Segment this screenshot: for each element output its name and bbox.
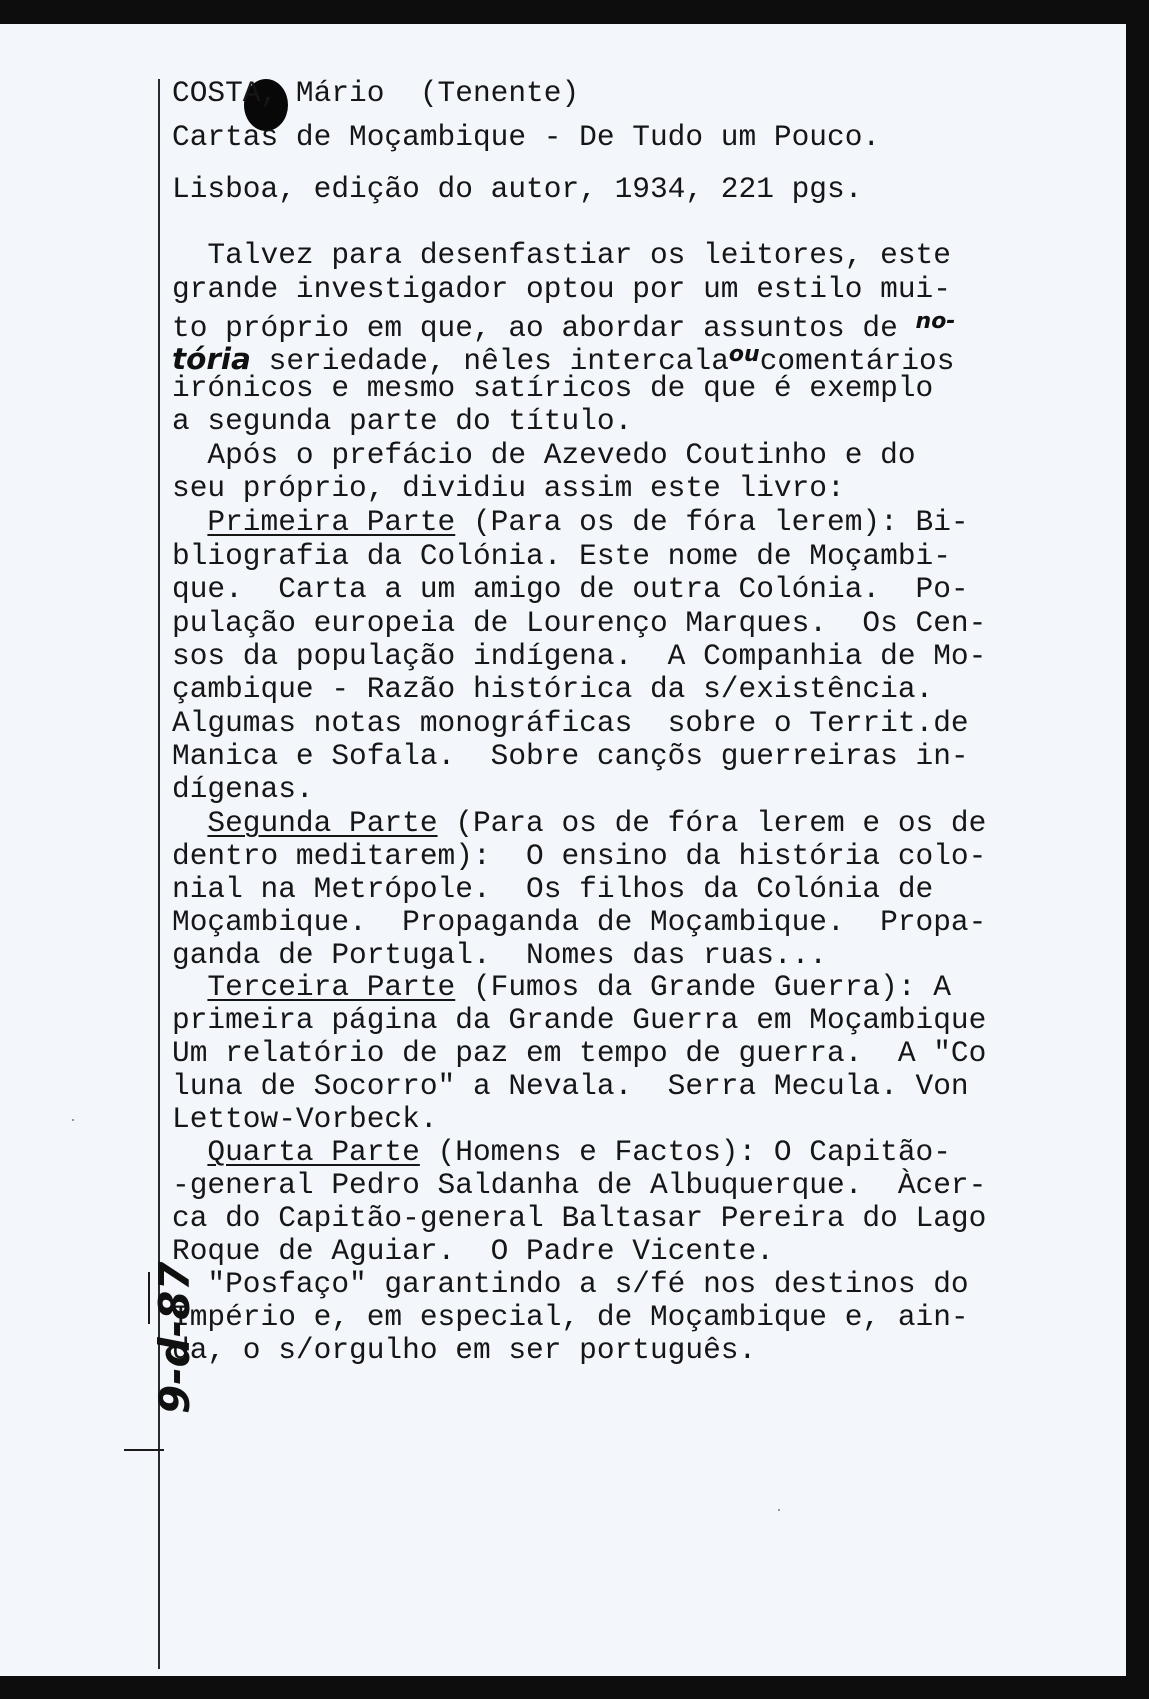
margin-tick bbox=[124, 1449, 164, 1451]
text-line: dentro meditarem): O ensino da história colo- bbox=[172, 839, 987, 873]
text-line: primeira página da Grande Guerra em Moçambique bbox=[172, 1003, 987, 1037]
text-line: to próprio em que, ao abordar assuntos de $^{no-}$ bbox=[172, 309, 956, 345]
text-line: a segunda parte do título. bbox=[172, 404, 633, 438]
text-line: ca do Capitão-general Baltasar Pereira do Lago bbox=[172, 1201, 987, 1235]
text-line: nial na Metrópole. Os filhos da Colónia de bbox=[172, 872, 934, 906]
imprint-line: Lisboa, edição do autor, 1934, 221 pgs. bbox=[172, 172, 863, 206]
text-line: sos da população indígena. A Companhia de Mo- bbox=[172, 639, 987, 673]
part-heading: Segunda Parte bbox=[207, 806, 438, 840]
text-line: çambique - Razão histórica da s/existência. bbox=[172, 672, 934, 706]
text-line: Algumas notas monográficas sobre o Territ.de bbox=[172, 706, 969, 740]
part-four-line: Quarta Parte (Homens e Factos): O Capitão- bbox=[207, 1135, 951, 1169]
text-line: que. Carta a um amigo de outra Colónia. Po- bbox=[172, 572, 969, 606]
text-line: seu próprio, dividiu assim este livro: bbox=[172, 471, 845, 505]
margin-rule bbox=[158, 79, 160, 1669]
text-line: Lettow-Vorbeck. bbox=[172, 1102, 438, 1136]
text-line: Após o prefácio de Azevedo Coutinho e do bbox=[172, 438, 916, 472]
paper-speck bbox=[72, 1119, 74, 1121]
handwritten-correction: tória bbox=[172, 342, 251, 376]
text-line: pulação europeia de Lourenço Marques. Os Cen- bbox=[172, 606, 987, 640]
part-heading: Quarta Parte bbox=[207, 1135, 420, 1169]
text-line: -general Pedro Saldanha de Albuquerque. Àcer- bbox=[172, 1168, 987, 1202]
text-line: Manica e Sofala. Sobre cançõs guerreiras in- bbox=[172, 739, 969, 773]
part-two-line: Segunda Parte (Para os de fóra lerem e os de bbox=[207, 806, 987, 840]
text-line: Roque de Aguiar. O Padre Vicente. bbox=[172, 1234, 774, 1268]
margin-tick bbox=[148, 1272, 150, 1324]
handwritten-correction: ou bbox=[728, 342, 760, 367]
handwritten-correction: no- bbox=[915, 309, 956, 334]
text-line: Talvez para desenfastiar os leitores, este bbox=[172, 238, 951, 272]
text-line: tória seriedade, nêles intercala$^{ou}$comentários bbox=[172, 342, 955, 378]
part-heading: Primeira Parte bbox=[207, 505, 456, 539]
text-line: Um relatório de paz em tempo de guerra. A "Co bbox=[172, 1036, 987, 1070]
paper-speck bbox=[778, 1509, 780, 1511]
part-three-line: Terceira Parte (Fumos da Grande Guerra): A bbox=[207, 970, 951, 1004]
handwritten-date-note: 9-d-87 bbox=[150, 1261, 199, 1414]
text-line: dígenas. bbox=[172, 772, 314, 806]
text-line: grande investigador optou por um estilo mui- bbox=[172, 272, 951, 306]
text-line: luna de Socorro" a Nevala. Serra Mecula. Von bbox=[172, 1069, 969, 1103]
text-line: ganda de Portugal. Nomes das ruas... bbox=[172, 938, 828, 972]
title-line: Cartas de Moçambique - De Tudo um Pouco. bbox=[172, 120, 881, 154]
text-line: da, o s/orgulho em ser português. bbox=[172, 1333, 757, 1367]
text-line: "Posfaço" garantindo a s/fé nos destinos do bbox=[172, 1267, 969, 1301]
text-line: Moçambique. Propaganda de Moçambique. Propa- bbox=[172, 905, 987, 939]
text-line: Império e, em especial, de Moçambique e, ain- bbox=[172, 1300, 969, 1334]
author-line: COSTA, Mário (Tenente) bbox=[172, 76, 580, 110]
part-one-line: Primeira Parte (Para os de fóra lerem): Bi- bbox=[207, 505, 969, 539]
part-heading: Terceira Parte bbox=[207, 970, 456, 1004]
text-line: irónicos e mesmo satíricos de que é exemplo bbox=[172, 371, 934, 405]
index-card bbox=[0, 24, 1126, 1676]
text-line: bliografia da Colónia. Este nome de Moçambi- bbox=[172, 539, 951, 573]
